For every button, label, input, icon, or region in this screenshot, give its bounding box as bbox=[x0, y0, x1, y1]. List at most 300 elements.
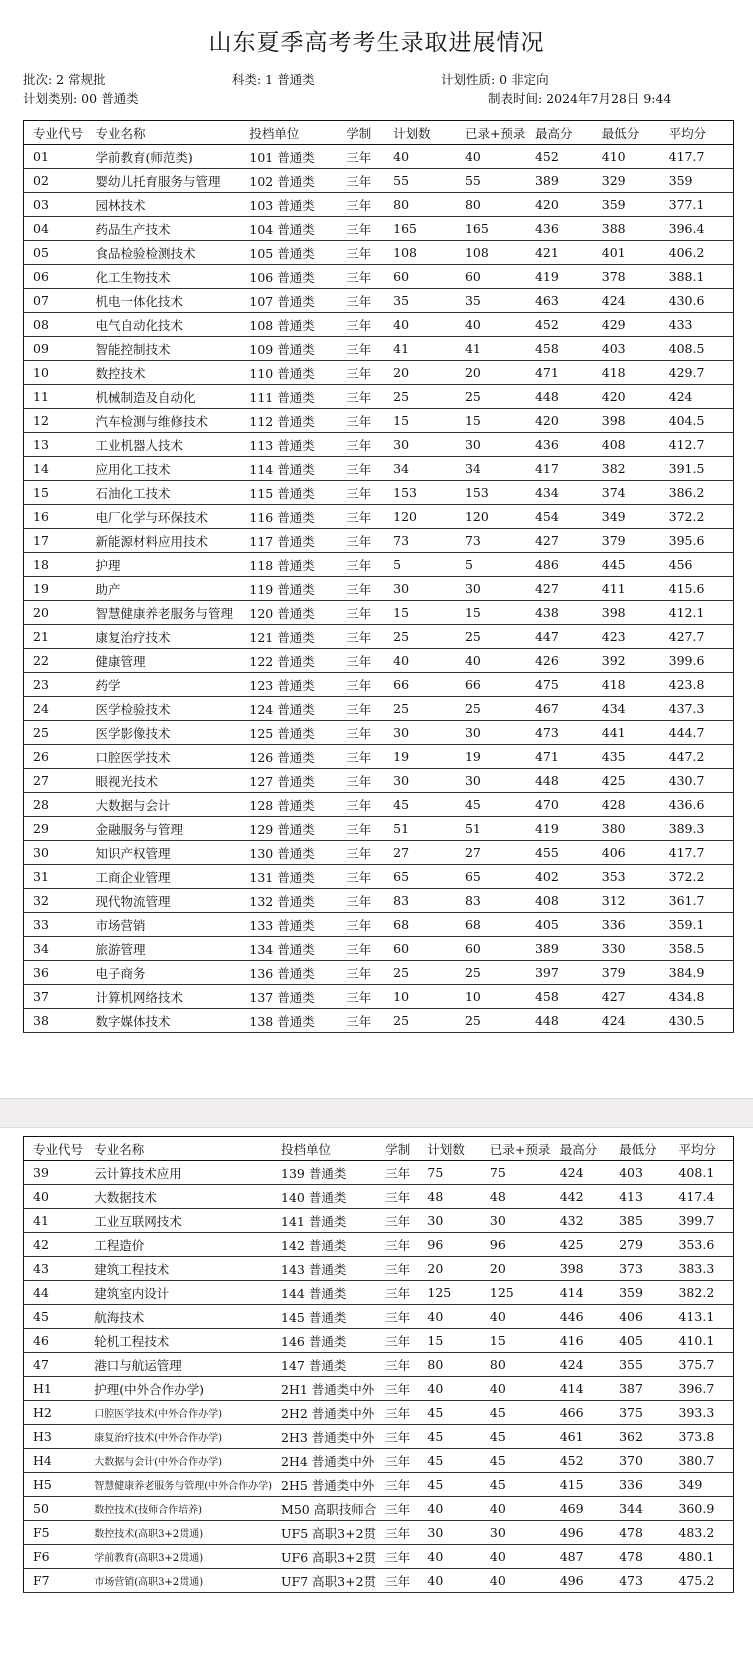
cell-min-score: 418 bbox=[593, 673, 660, 697]
table-row bbox=[24, 193, 734, 217]
cell-plan-count: 40 bbox=[384, 649, 456, 673]
cell-unit: 2H4 普通类中外 bbox=[272, 1449, 376, 1473]
cell-avg-score: 395.6 bbox=[660, 529, 734, 553]
cell-unit: M50 高职技师合 bbox=[272, 1497, 376, 1521]
cell-max-score: 427 bbox=[526, 529, 593, 553]
cell-unit: 145 普通类 bbox=[272, 1305, 376, 1329]
table-row bbox=[24, 769, 734, 793]
cell-major-name: 护理(中外合作办学) bbox=[85, 1377, 272, 1401]
cell-duration: 三年 bbox=[337, 193, 384, 217]
admission-table-1 bbox=[23, 120, 734, 1033]
cell-major-code: 15 bbox=[24, 481, 87, 505]
cell-plan-count: 66 bbox=[384, 673, 456, 697]
cell-major-name: 医学影像技术 bbox=[86, 721, 240, 745]
cell-major-name: 康复治疗技术 bbox=[86, 625, 240, 649]
cell-avg-score: 434.8 bbox=[660, 985, 734, 1009]
table-row bbox=[24, 553, 734, 577]
cell-min-score: 424 bbox=[593, 289, 660, 313]
cell-plan-count: 45 bbox=[418, 1401, 481, 1425]
cell-avg-score: 412.7 bbox=[660, 433, 734, 457]
table-row bbox=[24, 265, 734, 289]
cell-min-score: 473 bbox=[610, 1569, 669, 1593]
cell-avg-score: 383.3 bbox=[669, 1257, 733, 1281]
cell-duration: 三年 bbox=[337, 433, 384, 457]
table-row bbox=[24, 1281, 734, 1305]
cell-min-score: 434 bbox=[593, 697, 660, 721]
cell-major-name: 石油化工技术 bbox=[86, 481, 240, 505]
table-row bbox=[24, 841, 734, 865]
cell-major-code: H4 bbox=[24, 1449, 86, 1473]
cell-major-code: 29 bbox=[24, 817, 87, 841]
cell-plan-count: 15 bbox=[384, 409, 456, 433]
cell-major-name: 护理 bbox=[86, 553, 240, 577]
cell-plan-count: 75 bbox=[418, 1161, 481, 1185]
cell-admitted-count: 40 bbox=[456, 145, 526, 169]
cell-min-score: 353 bbox=[593, 865, 660, 889]
cell-max-score: 458 bbox=[526, 337, 593, 361]
cell-unit: UF7 高职3+2贯 bbox=[272, 1569, 376, 1593]
table-row bbox=[24, 1521, 734, 1545]
cell-duration: 三年 bbox=[337, 937, 384, 961]
cell-avg-score: 382.2 bbox=[669, 1281, 733, 1305]
cell-admitted-count: 25 bbox=[456, 697, 526, 721]
cell-unit: 2H3 普通类中外 bbox=[272, 1425, 376, 1449]
cell-duration: 三年 bbox=[337, 385, 384, 409]
table-row bbox=[24, 361, 734, 385]
table-row bbox=[24, 1401, 734, 1425]
header-avg-score: 平均分 bbox=[669, 1137, 733, 1161]
cell-plan-count: 65 bbox=[384, 865, 456, 889]
cell-admitted-count: 66 bbox=[456, 673, 526, 697]
cell-min-score: 429 bbox=[593, 313, 660, 337]
cell-major-code: H3 bbox=[24, 1425, 86, 1449]
cell-major-name: 智能控制技术 bbox=[86, 337, 240, 361]
cell-avg-score: 417.7 bbox=[660, 841, 734, 865]
cell-avg-score: 360.9 bbox=[669, 1497, 733, 1521]
cell-admitted-count: 27 bbox=[456, 841, 526, 865]
table-row bbox=[24, 577, 734, 601]
cell-major-name: 工业互联网技术 bbox=[85, 1209, 272, 1233]
header-duration: 学制 bbox=[376, 1137, 418, 1161]
cell-avg-score: 380.7 bbox=[669, 1449, 733, 1473]
cell-plan-count: 27 bbox=[384, 841, 456, 865]
cell-major-code: 45 bbox=[24, 1305, 86, 1329]
cell-admitted-count: 55 bbox=[456, 169, 526, 193]
cell-admitted-count: 30 bbox=[456, 433, 526, 457]
cell-major-name: 机电一体化技术 bbox=[86, 289, 240, 313]
cell-unit: 131 普通类 bbox=[240, 865, 337, 889]
cell-avg-score: 377.1 bbox=[660, 193, 734, 217]
cell-admitted-count: 40 bbox=[481, 1305, 551, 1329]
cell-max-score: 434 bbox=[526, 481, 593, 505]
cell-major-code: 20 bbox=[24, 601, 87, 625]
cell-major-code: 18 bbox=[24, 553, 87, 577]
cell-plan-count: 153 bbox=[384, 481, 456, 505]
cell-unit: 106 普通类 bbox=[240, 265, 337, 289]
cell-admitted-count: 30 bbox=[456, 769, 526, 793]
cell-avg-score: 412.1 bbox=[660, 601, 734, 625]
cell-avg-score: 399.7 bbox=[669, 1209, 733, 1233]
cell-major-code: 07 bbox=[24, 289, 87, 313]
cell-major-name: 轮机工程技术 bbox=[85, 1329, 272, 1353]
cell-admitted-count: 40 bbox=[481, 1377, 551, 1401]
cell-unit: 147 普通类 bbox=[272, 1353, 376, 1377]
cell-duration: 三年 bbox=[337, 697, 384, 721]
cell-major-name: 口腔医学技术 bbox=[86, 745, 240, 769]
cell-admitted-count: 5 bbox=[456, 553, 526, 577]
cell-unit: 114 普通类 bbox=[240, 457, 337, 481]
cell-duration: 三年 bbox=[376, 1209, 418, 1233]
made-time-info: 制表时间: 2024年7月28日 9:44 bbox=[488, 91, 672, 106]
cell-duration: 三年 bbox=[376, 1305, 418, 1329]
table-row bbox=[24, 1329, 734, 1353]
cell-plan-count: 25 bbox=[384, 385, 456, 409]
cell-major-code: 13 bbox=[24, 433, 87, 457]
cell-unit: 109 普通类 bbox=[240, 337, 337, 361]
cell-major-code: 42 bbox=[24, 1233, 86, 1257]
cell-major-name: 旅游管理 bbox=[86, 937, 240, 961]
header-major-name: 专业名称 bbox=[86, 121, 240, 145]
cell-major-code: 10 bbox=[24, 361, 87, 385]
cell-unit: 127 普通类 bbox=[240, 769, 337, 793]
cell-min-score: 445 bbox=[593, 553, 660, 577]
table-row bbox=[24, 481, 734, 505]
cell-major-code: 39 bbox=[24, 1161, 86, 1185]
cell-duration: 三年 bbox=[337, 1009, 384, 1033]
table-row bbox=[24, 1305, 734, 1329]
table-row bbox=[24, 721, 734, 745]
cell-plan-count: 30 bbox=[384, 433, 456, 457]
cell-avg-score: 456 bbox=[660, 553, 734, 577]
cell-plan-count: 165 bbox=[384, 217, 456, 241]
cell-duration: 三年 bbox=[337, 793, 384, 817]
cell-unit: 108 普通类 bbox=[240, 313, 337, 337]
table-row bbox=[24, 985, 734, 1009]
cell-unit: 126 普通类 bbox=[240, 745, 337, 769]
cell-major-code: 01 bbox=[24, 145, 87, 169]
cell-major-name: 云计算技术应用 bbox=[85, 1161, 272, 1185]
cell-unit: 133 普通类 bbox=[240, 913, 337, 937]
cell-admitted-count: 83 bbox=[456, 889, 526, 913]
cell-major-code: 26 bbox=[24, 745, 87, 769]
cell-min-score: 312 bbox=[593, 889, 660, 913]
cell-max-score: 486 bbox=[526, 553, 593, 577]
cell-max-score: 438 bbox=[526, 601, 593, 625]
cell-unit: 112 普通类 bbox=[240, 409, 337, 433]
cell-max-score: 415 bbox=[551, 1473, 610, 1497]
cell-unit: 128 普通类 bbox=[240, 793, 337, 817]
cell-major-code: H2 bbox=[24, 1401, 86, 1425]
cell-min-score: 478 bbox=[610, 1521, 669, 1545]
cell-avg-score: 427.7 bbox=[660, 625, 734, 649]
table-row bbox=[24, 145, 734, 169]
plan-type-info: 计划类别: 00 普通类 bbox=[23, 91, 139, 106]
cell-major-name: 智慧健康养老服务与管理 bbox=[86, 601, 240, 625]
table-row bbox=[24, 889, 734, 913]
cell-max-score: 454 bbox=[526, 505, 593, 529]
cell-duration: 三年 bbox=[376, 1497, 418, 1521]
cell-avg-score: 359 bbox=[660, 169, 734, 193]
cell-max-score: 461 bbox=[551, 1425, 610, 1449]
cell-major-name: 大数据与会计(中外合作办学) bbox=[85, 1449, 272, 1473]
table-row bbox=[24, 241, 734, 265]
cell-unit: 132 普通类 bbox=[240, 889, 337, 913]
cell-max-score: 398 bbox=[551, 1257, 610, 1281]
cell-major-name: 港口与航运管理 bbox=[85, 1353, 272, 1377]
cell-major-code: H5 bbox=[24, 1473, 86, 1497]
cell-min-score: 405 bbox=[610, 1329, 669, 1353]
cell-major-code: 03 bbox=[24, 193, 87, 217]
cell-admitted-count: 40 bbox=[481, 1545, 551, 1569]
cell-major-name: 数控技术(高职3+2贯通) bbox=[85, 1521, 272, 1545]
cell-duration: 三年 bbox=[337, 145, 384, 169]
cell-avg-score: 396.4 bbox=[660, 217, 734, 241]
cell-plan-count: 125 bbox=[418, 1281, 481, 1305]
cell-major-name: 康复治疗技术(中外合作办学) bbox=[85, 1425, 272, 1449]
cell-duration: 三年 bbox=[337, 721, 384, 745]
cell-major-name: 数字媒体技术 bbox=[86, 1009, 240, 1033]
cell-duration: 三年 bbox=[376, 1401, 418, 1425]
cell-major-code: 16 bbox=[24, 505, 87, 529]
cell-avg-score: 436.6 bbox=[660, 793, 734, 817]
cell-plan-count: 20 bbox=[418, 1257, 481, 1281]
cell-major-code: 40 bbox=[24, 1185, 86, 1209]
cell-admitted-count: 40 bbox=[481, 1497, 551, 1521]
table-row bbox=[24, 697, 734, 721]
cell-unit: 118 普通类 bbox=[240, 553, 337, 577]
cell-duration: 三年 bbox=[337, 313, 384, 337]
cell-min-score: 410 bbox=[593, 145, 660, 169]
cell-major-code: 21 bbox=[24, 625, 87, 649]
cell-min-score: 336 bbox=[593, 913, 660, 937]
cell-avg-score: 480.1 bbox=[669, 1545, 733, 1569]
table-row bbox=[24, 1209, 734, 1233]
cell-plan-count: 25 bbox=[384, 961, 456, 985]
cell-admitted-count: 60 bbox=[456, 937, 526, 961]
table-row bbox=[24, 529, 734, 553]
cell-admitted-count: 20 bbox=[481, 1257, 551, 1281]
cell-major-name: 助产 bbox=[86, 577, 240, 601]
cell-admitted-count: 80 bbox=[456, 193, 526, 217]
header-major-code: 专业代号 bbox=[24, 1137, 86, 1161]
cell-admitted-count: 120 bbox=[456, 505, 526, 529]
table-row bbox=[24, 457, 734, 481]
header-min-score: 最低分 bbox=[610, 1137, 669, 1161]
page-title: 山东夏季高考考生录取进展情况 bbox=[208, 30, 545, 56]
cell-major-name: 现代物流管理 bbox=[86, 889, 240, 913]
cell-min-score: 344 bbox=[610, 1497, 669, 1521]
cell-max-score: 470 bbox=[526, 793, 593, 817]
cell-min-score: 406 bbox=[593, 841, 660, 865]
table-row bbox=[24, 169, 734, 193]
cell-admitted-count: 40 bbox=[481, 1569, 551, 1593]
cell-max-score: 463 bbox=[526, 289, 593, 313]
cell-admitted-count: 45 bbox=[481, 1473, 551, 1497]
cell-major-name: 化工生物技术 bbox=[86, 265, 240, 289]
table-row bbox=[24, 1353, 734, 1377]
cell-plan-count: 45 bbox=[384, 793, 456, 817]
header-plan-count: 计划数 bbox=[384, 121, 456, 145]
plan-nature-info: 计划性质: 0 非定向 bbox=[441, 72, 549, 87]
cell-major-name: 医学检验技术 bbox=[86, 697, 240, 721]
cell-max-score: 402 bbox=[526, 865, 593, 889]
cell-plan-count: 40 bbox=[418, 1545, 481, 1569]
cell-major-code: F6 bbox=[24, 1545, 86, 1569]
cell-major-code: 37 bbox=[24, 985, 87, 1009]
cell-major-code: 50 bbox=[24, 1497, 86, 1521]
cell-plan-count: 19 bbox=[384, 745, 456, 769]
cell-max-score: 452 bbox=[526, 145, 593, 169]
cell-plan-count: 40 bbox=[384, 313, 456, 337]
cell-unit: 137 普通类 bbox=[240, 985, 337, 1009]
table-row bbox=[24, 1545, 734, 1569]
cell-duration: 三年 bbox=[337, 601, 384, 625]
cell-max-score: 421 bbox=[526, 241, 593, 265]
cell-duration: 三年 bbox=[376, 1233, 418, 1257]
cell-plan-count: 34 bbox=[384, 457, 456, 481]
cell-duration: 三年 bbox=[376, 1329, 418, 1353]
table-row bbox=[24, 793, 734, 817]
cell-max-score: 417 bbox=[526, 457, 593, 481]
cell-plan-count: 45 bbox=[418, 1473, 481, 1497]
table-row bbox=[24, 1185, 734, 1209]
cell-min-score: 441 bbox=[593, 721, 660, 745]
cell-duration: 三年 bbox=[337, 409, 384, 433]
cell-min-score: 401 bbox=[593, 241, 660, 265]
cell-major-name: 应用化工技术 bbox=[86, 457, 240, 481]
cell-admitted-count: 48 bbox=[481, 1185, 551, 1209]
cell-min-score: 359 bbox=[610, 1281, 669, 1305]
cell-duration: 三年 bbox=[337, 481, 384, 505]
cell-plan-count: 40 bbox=[418, 1305, 481, 1329]
cell-plan-count: 45 bbox=[418, 1425, 481, 1449]
header-max-score: 最高分 bbox=[551, 1137, 610, 1161]
cell-duration: 三年 bbox=[337, 457, 384, 481]
table-row bbox=[24, 817, 734, 841]
header-admitted-count: 已录+预录 bbox=[456, 121, 526, 145]
cell-max-score: 436 bbox=[526, 217, 593, 241]
cell-plan-count: 108 bbox=[384, 241, 456, 265]
cell-major-name: 数控技术(技师合作培养) bbox=[85, 1497, 272, 1521]
table-row bbox=[24, 601, 734, 625]
cell-duration: 三年 bbox=[337, 217, 384, 241]
cell-major-name: 计算机网络技术 bbox=[86, 985, 240, 1009]
cell-avg-score: 444.7 bbox=[660, 721, 734, 745]
cell-major-code: 12 bbox=[24, 409, 87, 433]
cell-admitted-count: 108 bbox=[456, 241, 526, 265]
cell-avg-score: 447.2 bbox=[660, 745, 734, 769]
cell-plan-count: 120 bbox=[384, 505, 456, 529]
cell-max-score: 427 bbox=[526, 577, 593, 601]
table-header-row bbox=[24, 121, 734, 145]
cell-plan-count: 48 bbox=[418, 1185, 481, 1209]
cell-unit: 134 普通类 bbox=[240, 937, 337, 961]
cell-unit: 125 普通类 bbox=[240, 721, 337, 745]
cell-plan-count: 40 bbox=[418, 1377, 481, 1401]
cell-admitted-count: 25 bbox=[456, 625, 526, 649]
cell-duration: 三年 bbox=[337, 505, 384, 529]
cell-plan-count: 30 bbox=[384, 721, 456, 745]
cell-admitted-count: 41 bbox=[456, 337, 526, 361]
table-row bbox=[24, 337, 734, 361]
cell-admitted-count: 20 bbox=[456, 361, 526, 385]
cell-major-code: 09 bbox=[24, 337, 87, 361]
cell-min-score: 406 bbox=[610, 1305, 669, 1329]
cell-min-score: 411 bbox=[593, 577, 660, 601]
cell-major-name: 机械制造及自动化 bbox=[86, 385, 240, 409]
cell-plan-count: 30 bbox=[418, 1521, 481, 1545]
cell-plan-count: 73 bbox=[384, 529, 456, 553]
cell-unit: 141 普通类 bbox=[272, 1209, 376, 1233]
cell-plan-count: 35 bbox=[384, 289, 456, 313]
cell-plan-count: 25 bbox=[384, 697, 456, 721]
cell-admitted-count: 96 bbox=[481, 1233, 551, 1257]
cell-major-code: F5 bbox=[24, 1521, 86, 1545]
cell-max-score: 448 bbox=[526, 769, 593, 793]
cell-avg-score: 372.2 bbox=[660, 865, 734, 889]
cell-major-name: 新能源材料应用技术 bbox=[86, 529, 240, 553]
cell-min-score: 398 bbox=[593, 601, 660, 625]
cell-plan-count: 60 bbox=[384, 265, 456, 289]
cell-min-score: 424 bbox=[593, 1009, 660, 1033]
cell-unit: 107 普通类 bbox=[240, 289, 337, 313]
cell-avg-score: 358.5 bbox=[660, 937, 734, 961]
cell-max-score: 452 bbox=[551, 1449, 610, 1473]
cell-min-score: 408 bbox=[593, 433, 660, 457]
cell-major-name: 工程造价 bbox=[85, 1233, 272, 1257]
cell-avg-score: 417.4 bbox=[669, 1185, 733, 1209]
cell-major-name: 数控技术 bbox=[86, 361, 240, 385]
cell-admitted-count: 30 bbox=[481, 1521, 551, 1545]
cell-avg-score: 424 bbox=[660, 385, 734, 409]
cell-admitted-count: 45 bbox=[481, 1425, 551, 1449]
table-row bbox=[24, 1161, 734, 1185]
cell-major-code: 30 bbox=[24, 841, 87, 865]
cell-min-score: 374 bbox=[593, 481, 660, 505]
cell-avg-score: 430.5 bbox=[660, 1009, 734, 1033]
cell-major-name: 电厂化学与环保技术 bbox=[86, 505, 240, 529]
cell-admitted-count: 165 bbox=[456, 217, 526, 241]
cell-major-name: 药学 bbox=[86, 673, 240, 697]
cell-avg-score: 396.7 bbox=[669, 1377, 733, 1401]
cell-min-score: 425 bbox=[593, 769, 660, 793]
table-row bbox=[24, 625, 734, 649]
cell-max-score: 496 bbox=[551, 1569, 610, 1593]
cell-max-score: 448 bbox=[526, 1009, 593, 1033]
cell-major-code: 19 bbox=[24, 577, 87, 601]
cell-avg-score: 430.7 bbox=[660, 769, 734, 793]
header-min-score: 最低分 bbox=[593, 121, 660, 145]
cell-major-code: 08 bbox=[24, 313, 87, 337]
cell-major-code: 11 bbox=[24, 385, 87, 409]
cell-unit: 2H1 普通类中外 bbox=[272, 1377, 376, 1401]
cell-min-score: 382 bbox=[593, 457, 660, 481]
cell-unit: 105 普通类 bbox=[240, 241, 337, 265]
cell-admitted-count: 19 bbox=[456, 745, 526, 769]
cell-avg-score: 375.7 bbox=[669, 1353, 733, 1377]
cell-plan-count: 41 bbox=[384, 337, 456, 361]
cell-plan-count: 96 bbox=[418, 1233, 481, 1257]
cell-avg-score: 408.1 bbox=[669, 1161, 733, 1185]
cell-avg-score: 399.6 bbox=[660, 649, 734, 673]
cell-plan-count: 25 bbox=[384, 1009, 456, 1033]
cell-major-code: 31 bbox=[24, 865, 87, 889]
cell-avg-score: 391.5 bbox=[660, 457, 734, 481]
cell-duration: 三年 bbox=[337, 625, 384, 649]
cell-major-name: 市场营销(高职3+2贯通) bbox=[85, 1569, 272, 1593]
table-row bbox=[24, 409, 734, 433]
cell-max-score: 389 bbox=[526, 169, 593, 193]
